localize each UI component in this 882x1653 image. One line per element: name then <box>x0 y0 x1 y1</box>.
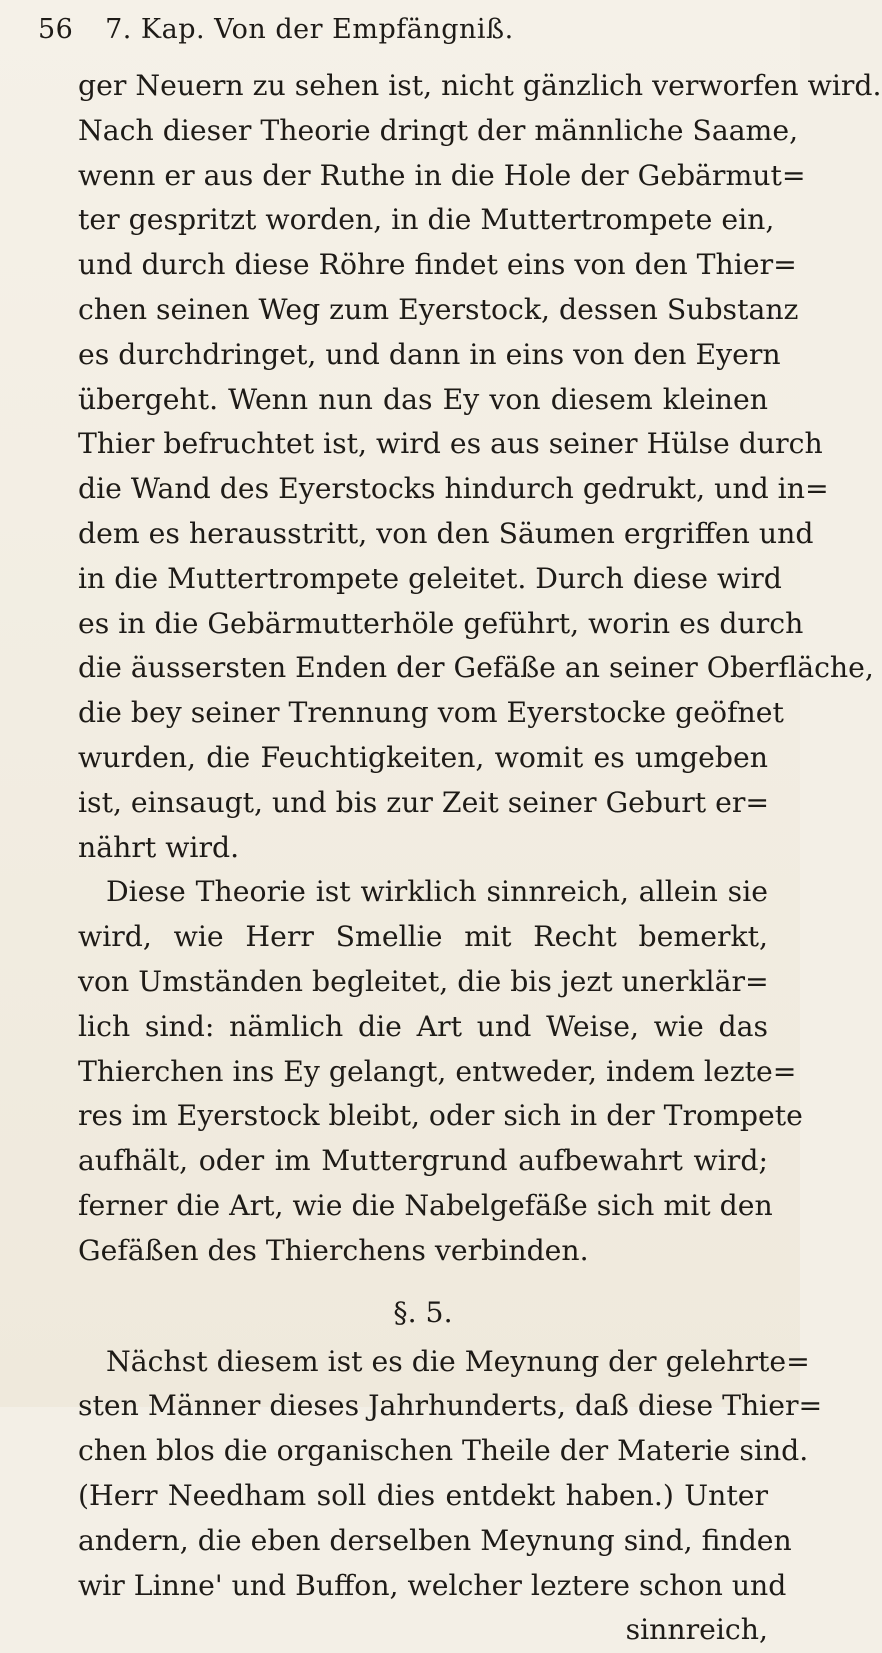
text-line: Diese Theorie ist wirklich sinnreich, allein sie <box>106 875 768 909</box>
text-line: die bey seiner Trennung vom Eyerstocke geöfnet <box>78 696 784 730</box>
text-line: res im Eyerstock bleibt, oder sich in der Trompete <box>78 1099 803 1133</box>
catchword-line: sinnreich, <box>625 1613 768 1647</box>
text-line: andern, die eben derselben Meynung sind, finden <box>78 1523 792 1557</box>
page-header <box>38 14 760 45</box>
text-line: Thier befruchtet ist, wird es aus seiner Hülse durch <box>78 427 823 461</box>
text-line: Gefäßen des Thierchens verbinden. <box>78 1233 589 1267</box>
text-line: Nächst diesem ist es die Meynung der gelehrte= <box>106 1344 810 1378</box>
text-line: die Wand des Eyerstocks hindurch gedrukt, und in= <box>78 472 829 506</box>
paragraph <box>78 1340 823 1653</box>
text-line: ferner die Art, wie die Nabelgefäße sich mit den <box>78 1188 773 1222</box>
text-line: Nach dieser Theorie dringt der männliche Saame, <box>78 113 799 147</box>
text-line: und durch diese Röhre findet eins von den Thier= <box>78 248 797 282</box>
text-line: (Herr Needham soll dies entdekt haben.) Unter <box>78 1478 768 1512</box>
text-line: wir Linne' und Buffon, welcher leztere schon und <box>78 1568 787 1602</box>
text-line: chen blos die organischen Theile der Materie sind. <box>78 1434 809 1468</box>
text-line: wird, wie Herr Smellie mit Recht bemerkt, <box>78 920 768 954</box>
paragraph <box>78 64 882 870</box>
text-line: nährt wird. <box>78 830 240 864</box>
text-line: ger Neuern zu sehen ist, nicht gänzlich verworfen wird. <box>78 69 882 102</box>
text-line: es durchdringet, und dann in eins von den Eyern <box>78 337 781 371</box>
page-number: 56 <box>38 14 74 45</box>
section-heading: §. 5. <box>393 1295 453 1329</box>
text-line: chen seinen Weg zum Eyerstock, dessen Substanz <box>78 292 799 326</box>
text-line: ter gespritzt worden, in die Muttertrompete ein, <box>78 203 775 237</box>
text-line: die äussersten Enden der Gefäße an seiner Oberfläche, <box>78 651 874 685</box>
text-line: wurden, die Feuchtigkeiten, womit es umgeben <box>78 740 768 774</box>
text-line: es in die Gebärmutterhöle geführt, worin es durch <box>78 606 804 640</box>
text-line: aufhält, oder im Muttergrund aufbewahrt wird; <box>78 1144 768 1178</box>
text-line: in die Muttertrompete geleitet. Durch diese wird <box>78 561 782 595</box>
text-line: wenn er aus der Ruthe in die Hole der Gebärmut= <box>78 158 806 192</box>
text-line: dem es herausstritt, von den Säumen ergriffen und <box>78 516 814 550</box>
paragraph <box>78 870 803 1273</box>
text-line: übergeht. Wenn nun das Ey von diesem kleinen <box>78 382 768 416</box>
page-body <box>78 64 882 1653</box>
text-line: ist, einsaugt, und bis zur Zeit seiner Geburt er= <box>78 785 770 819</box>
text-line: von Umständen begleitet, die bis jezt unerklär= <box>78 964 769 998</box>
text-line: Thierchen ins Ey gelangt, entweder, indem lezte= <box>78 1054 797 1088</box>
text-line: sten Männer dieses Jahrhunderts, daß diese Thier= <box>78 1389 823 1423</box>
running-title: 7. Kap. Von der Empfängniß. <box>105 14 514 45</box>
text-line: lich sind: nämlich die Art und Weise, wie das <box>78 1009 768 1043</box>
